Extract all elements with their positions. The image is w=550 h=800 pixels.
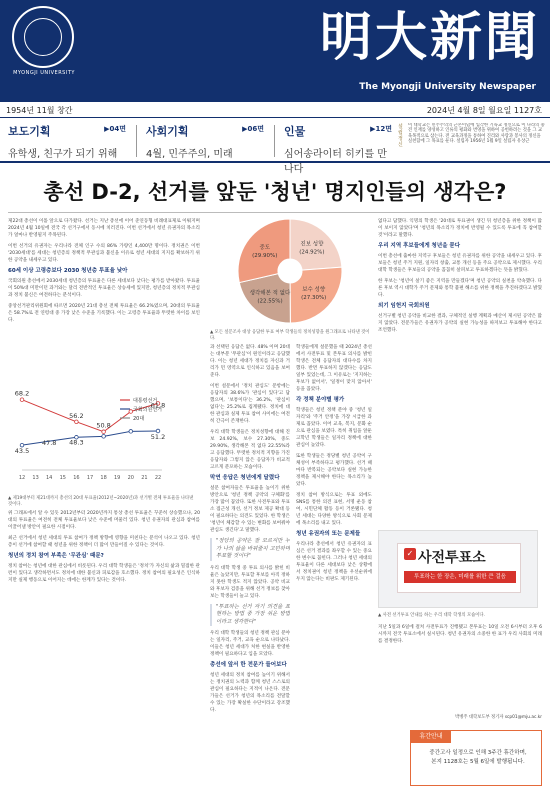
data-label: 43.5 [14, 447, 30, 456]
pull-quote: "정당의 공약은 잘 모르지만 누가 나의 삶을 바꿔줄지 고민하며 투표할 것이다" [210, 538, 290, 561]
index-page: ▶06면 [242, 125, 264, 133]
index-bar [0, 119, 550, 175]
index-section: 인물 [284, 125, 306, 138]
paper-subtitle: The Myongji University Newspaper [359, 82, 536, 92]
paragraph: 청년 세대의 정치 참여를 높이기 위해서는 정치권의 노력과 함께 청년 스스로의 관심이 필요하다는 지적이 나온다. 전문가들은 선거가 청년의 목소리를 전달할 수 있는 가장 확실한 수단이라고 강조했다. [210, 673, 290, 713]
ballot-icon: ✓ [404, 548, 416, 560]
index-desc: 유학생, 친구가 되기 위해 [8, 149, 118, 160]
page-title: 총선 D-2, 선거를 앞둔 '청년' 명지인들의 생각은? [43, 180, 507, 204]
data-label: 56.2 [69, 411, 84, 420]
photo-polling-station [378, 530, 538, 608]
legend-label: 대통령선거 [133, 398, 158, 404]
data-label: 61.8 [150, 401, 166, 410]
paragraph: 우리나라 총선에서 청년 유권자의 표심은 선거 결과를 좌우할 수 있는 중요한 변수로 꼽힌다. 그러나 청년 세대의 투표율이 다른 세대보다 낮은 상황에서 정치권이 청년 정책을 우선순위에 두지 않는다는 비판도 제기된다. [296, 542, 372, 582]
x-tick-label: 17 [86, 475, 94, 481]
legend-label: 20대 [133, 416, 145, 422]
subheading: 막연 응답은 청년에게 달렸다 [210, 475, 280, 481]
notice-body [417, 749, 539, 767]
headline-divider [8, 212, 542, 213]
pie-caption: ▲ 모든 설문조사 대상 응답한 투표 여부 학생들의 정치성향을 원그래프로 나타낸 것이다. [210, 330, 370, 341]
data-point [20, 398, 24, 402]
info-bar [0, 102, 550, 118]
paragraph: 설문 참여자들은 투표율을 높이기 위한 방안으로 '청년 정책 공약의 구체화'를 가장 많이 꼽았다. 또한 사전투표와 투표소 접근성 개선, 선거 정보 제공 확대 등이 필요하다는 의견도 있었다. 한 학생은 '청년이 체감할 수 있는 변화를 보여줘야 관심도 생긴다'고 말했다. [210, 486, 290, 533]
pie-slice-label: 진보 성향 [300, 241, 324, 248]
index-desc: 4월, 민주주의, 미래 [146, 149, 233, 160]
paragraph: 우리 대학 학생들은 정치성향에 대해 진보 24.92%, 보수 27.30%, 중도 29.90%, 생각해본 적 없다 22.55%라고 응답했다. 뚜렷한 정치적 지향을 가진 응답자와 그렇지 않은 응답자가 비교적 고르게 분포하는 모습이다. [210, 430, 290, 470]
notice-box [410, 730, 542, 786]
index-section: 사회기획 [146, 125, 189, 138]
article-column-3 [296, 344, 372, 794]
paragraph: 정치 참여는 청년에 대한 관심에서 비롯된다. 우리 대학 학생들은 '정치'가 자신의 삶과 밀접한 관련이 있다고 생각하면서도 정치에 대한 불신과 피로감을 호소했다. 정치 참여의 필요성은 인식하지만 실제 행동으로 이어지는 데에는 한계가 있다는 것이다. [8, 564, 200, 583]
photo-subtitle: 투표하는 한 장은, 미래를 위한 큰 걸음 [404, 571, 516, 583]
paragraph: 위 그래프에서 알 수 있듯 2012년부터 2020년까지 통상 총선 투표율은 꾸준히 상승했으나, 20대의 투표율은 여전히 전체 투표율보다 낮은 수준에 머물러 있다. 청년 유권자의 관심과 참여를 이끌어낼 방안이 필요한 시점이다. [8, 511, 200, 530]
university-seal-icon [12, 6, 74, 68]
subheading: 우리 지역 후보들에게 청년을 묻다 [378, 243, 461, 249]
founded-date: 1954년 11월 창간 [6, 106, 73, 115]
pie-slice-label: 중도 [259, 244, 271, 251]
subheading: 총선에 앞서 한 전문가 들어보다 [210, 662, 287, 668]
paragraph: 학생들에게 설문했을 때 2024년 총선에서 사전투표 및 본투표 의사를 밝힌 학생은 전체 응답자의 대다수를 차지했다. 반면 투표하지 않겠다는 응답도 일부 있었는데, 그 이유로는 '지지하는 후보가 없어서', '일정이 맞지 않아서' 등을 꼽았다. [296, 345, 372, 392]
paragraph: 이번 설문에서 '정치 관심도' 문항에는 응답자의 38.6%가 '관심이 있다'고 답했으며, '보통이다'는 36.2%, '관심이 없다'는 25.2%로 집계됐다. 정치에 대한 관심과 실제 투표 참여 사이에는 여전히 간극이 존재한다. [210, 384, 290, 424]
subheading: 외기 임헌지 국회의원 [378, 303, 430, 309]
pie-slice-value: (22.55%) [257, 298, 283, 305]
masthead [0, 0, 550, 102]
paragraph: 최근 선거에서 청년 세대의 투표 참여가 정책 방향에 영향을 미친다는 분석이 나오고 있다. 청년층이 선거에 참여할 때 청년을 위한 정책이 더 많이 만들어질 수 있다는 것이다. [8, 536, 200, 548]
legend-label: 국회의원선거 [133, 407, 162, 413]
pie-slice-label: 보수 성향 [302, 286, 326, 293]
x-tick-label: 19 [114, 475, 121, 481]
x-tick-label: 12 [18, 475, 26, 481]
seal-inner-ring [24, 18, 62, 56]
issue-date: 2024년 4월 8일 월요일 1127호 [426, 106, 542, 115]
index-item-report[interactable] [8, 123, 126, 159]
pie-slice-label: 생각해본 적 없다 [249, 290, 291, 297]
data-point [75, 420, 79, 424]
article-column-1-bottom [8, 510, 200, 794]
x-tick-label: 15 [59, 475, 66, 481]
index-page: ▶04면 [104, 125, 126, 133]
x-tick-label: 18 [100, 475, 107, 481]
index-section: 보도기획 [8, 125, 51, 138]
index-item-people[interactable] [284, 123, 392, 175]
article-column-1-top [8, 218, 200, 358]
pie-slice-value: (27.30%) [301, 294, 327, 301]
data-point [129, 430, 133, 434]
byline: 박병주 대학보도부 정기자 scp01@mju.ac.kr [455, 715, 542, 720]
data-label: 48.3 [69, 438, 84, 447]
polling-sign [397, 543, 521, 593]
notice-line: 본지 1128호는 5월 6일에 발행됩니다. [431, 759, 525, 765]
data-label: 68.2 [14, 389, 30, 398]
photo-caption: ▲ 사전 선거투표 안내를 하는 우리 대학 학생의 모습이다. [378, 613, 485, 618]
subheading: 청년 유권자의 또는 문제들 [296, 531, 361, 537]
data-label: 51.2 [150, 432, 166, 441]
paragraph: 학생들은 청년 정책 분야 중 '청년 일자리'와 '주거 안정'을 가장 시급한 과제로 꼽았다. 이어 교육, 복지, 문화 순으로 관심을 보였다. 특히 취업을 앞둔 고학년 학생들은 일자리 정책에 대한 관심이 높았다. [296, 408, 372, 448]
founding-motto: 이 대학교는 민주주의의 근본이념에 입각한 기독교 정신으로 이 나라의 중견 인재를 양성하고 인류의 평화와 번영을 위하여 공헌하려는 것을 그 교육목적으로 삼는다. 전 교육과정을 통하여 진리와 사랑과 봉사의 정신을 실천함에 그 목표를 둔다. 설립자 1956년 1월 9일 설립자 유상근 [408, 123, 545, 144]
seal-caption: MYONGJI UNIVERSITY [13, 70, 75, 76]
subheading: 청년의 정치 참여 부족은 '무관심' 때문? [8, 553, 104, 559]
political-orientation-pie-chart [210, 216, 370, 326]
notice-line: 중간고사 일정으로 인해 3주간 휴간하며, [429, 750, 527, 756]
paragraph: 한 후보는 '청년이 살기 좋은 지역을 만들겠다'며 청년 공약의 실천을 약속했다. 다른 후보 역시 대학가 주거 문제와 통학 불편 해소를 위한 정책을 추진하겠다고 밝혔다. [378, 279, 542, 298]
subheading: 60세 이상 고령층보다 2030 청년층 투표율 낮아 [8, 268, 128, 274]
x-tick-label: 22 [154, 475, 162, 481]
subheading: 각 정책 분야별 평가 [296, 397, 345, 403]
paragraph: 중앙선거관리위원회에 따르면 2020년 21대 총선 전체 투표율은 66.2%였으며, 20대의 투표율은 58.7%로 전 연령대 중 가장 낮은 수준을 기록했다. 이는 고령층 투표율과 뚜렷한 차이를 보인다. [8, 304, 200, 323]
pie-slice-value: (24.92%) [299, 249, 325, 256]
paragraph: 우리 대학 학생 중 투표 의사를 밝힌 비율은 높았지만, 투표할 후보를 아직 정하지 못한 학생도 적지 않았다. 공약 비교와 후보자 검증을 위해 선거 정보를 찾아보는 학생들이 늘고 있다. [210, 565, 290, 599]
paragraph: 이번 총선에 출마한 지역구 후보들은 청년 유권자를 위한 공약을 내세우고 있다. 후보들은 청년 주거 지원, 일자리 창출, 교통 개선 등을 주요 공약으로 제시했다. 우리 대학 학생들은 후보들의 공약을 꼼꼼히 살펴보고 투표하겠다는 뜻을 밝혔다. [378, 254, 542, 273]
paragraph: 정치 참여 방식으로는 투표 외에도 SNS를 통한 의견 표현, 서명 운동 참여, 시민단체 활동 등이 거론됐다. 청년 세대는 다양한 방식으로 사회 문제에 목소리를 내고 있다. [296, 493, 372, 526]
data-label: 47.8 [41, 439, 57, 448]
turnout-line-chart [8, 360, 198, 494]
paragraph: 제22대 총선이 이틀 앞으로 다가왔다. 선거는 지난 총선에 이어 준연동형 비례대표제로 이뤄지며 2024년 4월 10일에 전국 각 선거구에서 동시에 치러진다. 이번 선거에서 청년 유권자의 목소리가 얼마나 반영될지 주목된다. [8, 219, 200, 238]
data-point [102, 430, 106, 434]
divider [274, 125, 275, 157]
index-desc: 심어송라이터 히키를 만나다 [284, 149, 387, 175]
photo-title: 사전투표소 [418, 550, 486, 566]
paragraph: 이번 선거의 유권자는 우리나라 전체 인구 수의 86% 가량인 4,400만 명이다. 정치권은 이번 '2030세대'를 세대는 청년층의 정책적 무관심과 불신을 이유로 청년 세대의 지지를 확보하기 위한 공약을 내세우고 있다. [8, 244, 200, 263]
index-item-society[interactable] [146, 123, 264, 159]
article-column-2 [210, 344, 290, 794]
paragraph: 과 선택된 응답은 없다. 48% 이며 20대는 대부분 '무관심'이 원인이라고 응답했다. 이는 청년 세대가 정치를 자신과 거리가 먼 영역으로 인식하고 있음을 보여준다. [210, 345, 290, 378]
paragraph: 국회의원 총선에서 2030세대 청년층의 투표율은 다른 세대보다 낮다는 평가를 받아왔다. 투표율이 50%대 미만이던 과거와는 달리 전반적인 투표율은 상승세에 있지만, 청년층의 정치적 무관심과 정치 불신은 여전하다는 분석이다. [8, 279, 200, 298]
x-tick-label: 14 [46, 475, 53, 481]
divider [136, 125, 137, 157]
index-page: ▶12면 [370, 125, 392, 133]
article-column-4-bottom [378, 624, 542, 712]
motto-label: 설립정신 [398, 124, 403, 148]
x-tick-label: 21 [141, 475, 148, 481]
chart-caption: ▲ 제19대부터 제21대까지 총선의 20대 투표율(2012년~2020년)과 선거별 전체 투표율을 나타낸 것이다. [8, 496, 194, 507]
x-tick-label: 20 [127, 475, 134, 481]
x-tick-label: 13 [32, 475, 39, 481]
data-label: 50.8 [96, 421, 111, 430]
x-tick-label: 16 [73, 475, 80, 481]
paragraph: 없다고 답했다. 익명의 학생은 '20대로 투표권이 생긴 뒤 청년층을 위한 정책이 많이 보이지 않았다'며 '청년의 목소리가 정치에 반영될 수 있도록 투표에 꼭 참여할 것'이라고 말했다. [378, 219, 542, 238]
pie-chart-svg [210, 216, 370, 326]
pull-quote: "투표하는 선거 자기 의견을 표현하는 방법 중 가장 쉬운 방법이라고 생각한다" [210, 604, 290, 627]
paper-title: 明大新聞 [319, 7, 540, 68]
data-point [102, 435, 106, 439]
paragraph: 지난 5일과 6일에 걸쳐 사전투표가 진행됐고 본투표는 10일 오전 6시부터 오후 6시까지 전국 투표소에서 실시된다. 청년 유권자의 소중한 한 표가 우리 사회의 미래를 결정한다. [378, 625, 542, 644]
paragraph: 우리 대학 학생들의 청년 정책 관심 분야는 일자리, 주거, 교육 순으로 나타났다. 이들은 청년 세대가 처한 현실을 반영한 정책이 필요하다고 입을 모았다. [210, 631, 290, 657]
pie-slice-value: (29.90%) [252, 252, 278, 259]
notice-title: 휴간안내 [411, 731, 451, 743]
article-column-4 [378, 218, 542, 524]
line-chart-svg [8, 360, 198, 494]
paragraph: 또한 학생들은 정당별 청년 공약이 구체성이 부족하다고 평가했다. 선거 때마다 반복되는 공약보다 실현 가능한 정책을 제시해야 한다는 목소리가 높았다. [296, 454, 372, 487]
paragraph: 선거구별 청년 공약을 비교한 결과, 구체적인 실행 계획과 예산이 제시된 공약은 많지 않았다. 전문가들은 유권자가 공약의 실현 가능성을 따져보고 투표해야 한다고 조언했다. [378, 314, 542, 333]
